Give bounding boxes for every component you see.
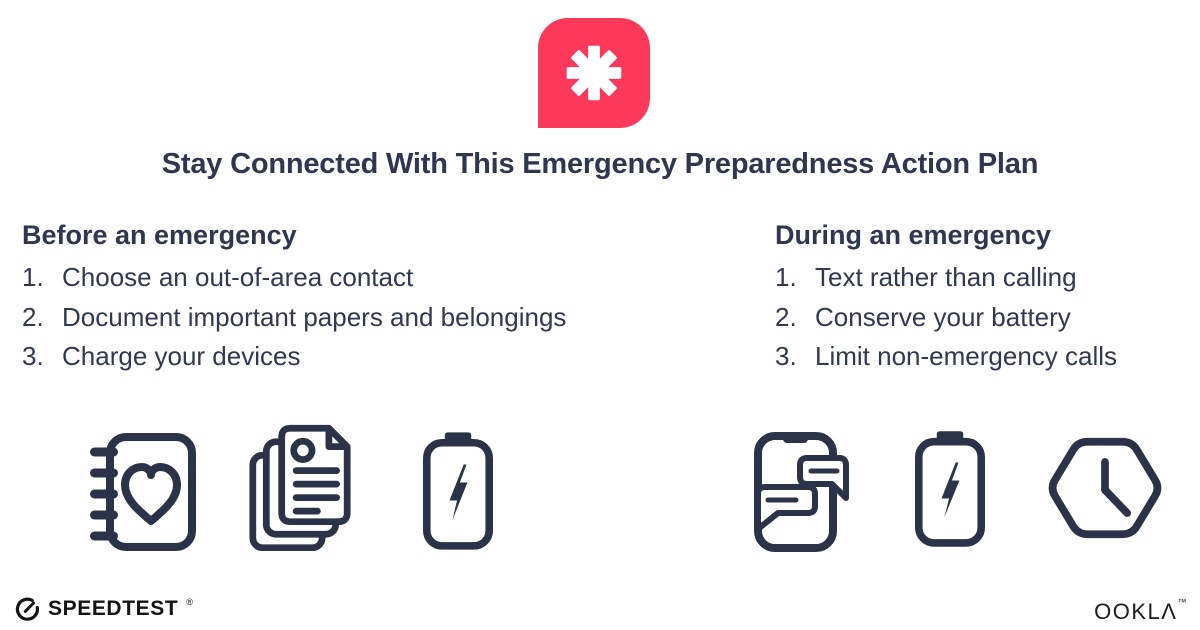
item-text: Document important papers and belongings (62, 301, 567, 332)
section-heading-during: During an emergency (775, 220, 1052, 250)
speedometer-icon (14, 595, 41, 622)
battery-charge-icon (915, 428, 985, 550)
phone-messages-icon (744, 428, 850, 554)
item-number: 3. (775, 341, 797, 371)
before-section (22, 218, 752, 377)
clock-hexagon-icon (1045, 436, 1165, 540)
item-text: Choose an out-of-area contact (62, 262, 414, 292)
speedtest-wordmark: SPEEDTEST (48, 596, 179, 620)
list-item (775, 298, 1195, 338)
item-number: 3. (22, 341, 44, 371)
documents-stack-icon (248, 421, 352, 554)
during-list (775, 258, 1195, 377)
ookla-logo (1094, 599, 1188, 625)
before-list (22, 258, 752, 377)
item-text: Charge your devices (62, 341, 301, 371)
ookla-wordmark: OOKLΛ (1094, 599, 1178, 624)
item-number: 2. (22, 301, 44, 332)
list-item (775, 337, 1195, 377)
ookla-trademark: ™ (1177, 597, 1188, 607)
asterisk-icon (563, 42, 625, 104)
item-text: Limit non-emergency calls (815, 341, 1118, 371)
item-number: 1. (22, 262, 44, 292)
section-heading-before: Before an emergency (22, 220, 297, 250)
item-number: 2. (775, 301, 797, 332)
during-section (775, 218, 1195, 377)
header-badge (538, 18, 650, 128)
speedtest-logo (14, 595, 192, 622)
speedtest-trademark: ® (186, 596, 193, 607)
list-item (775, 258, 1195, 298)
item-number: 1. (775, 262, 797, 292)
item-text: Conserve your battery (815, 301, 1071, 332)
item-text: Text rather than calling (815, 262, 1077, 292)
list-item (22, 337, 752, 377)
notebook-heart-icon (88, 431, 198, 553)
battery-charge-icon (423, 429, 493, 553)
list-item (22, 258, 752, 298)
list-item (22, 298, 752, 338)
page-title: Stay Connected With This Emergency Preparedness Action Plan (161, 148, 1039, 180)
